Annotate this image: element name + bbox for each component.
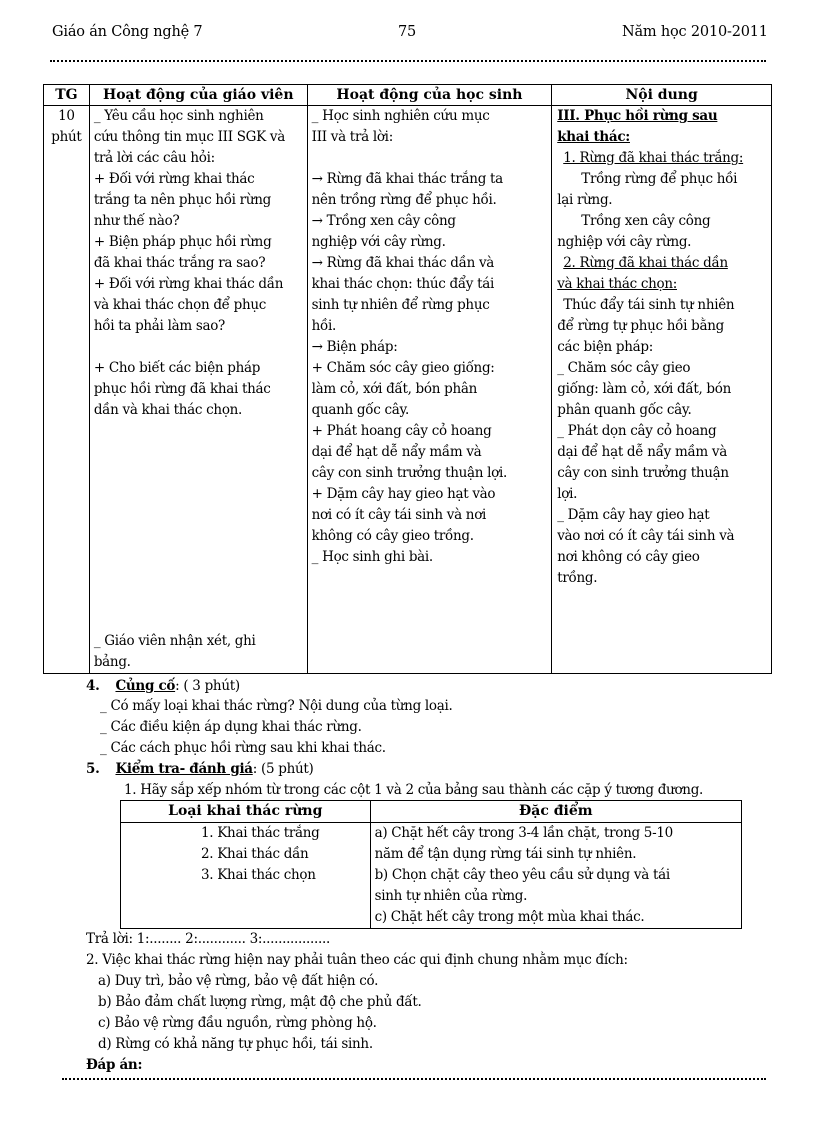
section-title: Củng cố xyxy=(115,678,176,694)
col-header-type: Loại khai thác rừng xyxy=(121,801,371,823)
teacher-line: dần và khai thác chọn. xyxy=(93,402,243,418)
teacher-line xyxy=(94,547,303,568)
content-line: cây con sinh trưởng thuận xyxy=(557,465,729,481)
time-cell xyxy=(44,106,90,674)
consolidation-item: _ Các cách phục hồi rừng sau khi khai thác. xyxy=(100,740,386,756)
student-line: → Biện pháp: xyxy=(311,339,398,355)
q2-option: c) Bảo vệ rừng đầu nguồn, rừng phòng hộ. xyxy=(98,1015,377,1031)
consolidation-item: _ Có mấy loại khai thác rừng? Nội dung của từng loại. xyxy=(100,698,453,714)
content-sub1-text: 1. Rừng đã khai thác trắng: xyxy=(563,150,744,166)
teacher-line xyxy=(94,526,303,547)
teacher-line: như thế nào? xyxy=(93,213,180,229)
section-consolidation-title xyxy=(86,676,240,697)
student-line: dại để hạt dễ nẩy mầm và xyxy=(311,444,482,460)
content-sub2-text2: và khai thác chọn: xyxy=(557,276,677,292)
features-cell xyxy=(370,823,741,929)
col-header-student: Hoạt động của học sinh xyxy=(307,85,552,106)
section-number: 5. xyxy=(86,761,100,777)
teacher-line: trả lời các câu hỏi: xyxy=(93,150,215,166)
teacher-line: đã khai thác trắng ra sao? xyxy=(93,255,266,271)
content-line: để rừng tự phục hồi bằng xyxy=(557,318,724,334)
col-header-content: Nội dung xyxy=(552,85,772,106)
content-line: vào nơi có ít cây tái sinh và xyxy=(557,528,735,544)
content-line: dại để hạt dễ nẩy mầm và xyxy=(557,444,727,460)
lesson-table-row xyxy=(44,106,772,674)
types-cell xyxy=(121,823,371,929)
header-right: Năm học 2010-2011 xyxy=(622,24,768,40)
student-line: _ Học sinh nghiên cứu mục xyxy=(311,108,490,124)
q2-option: b) Bảo đảm chất lượng rừng, mật độ che phủ đất. xyxy=(98,994,422,1010)
answer-label: Đáp án: xyxy=(86,1057,143,1073)
content-title-line1: III. Phục hồi rừng sau xyxy=(557,108,718,124)
teacher-line: + Cho biết các biện pháp xyxy=(93,360,261,376)
content-line: Trồng rừng để phục hồi xyxy=(581,171,738,187)
content-sub2-text: 2. Rừng đã khai thác dần xyxy=(563,255,728,271)
teacher-line: _ Yêu cầu học sinh nghiên xyxy=(93,108,264,124)
teacher-line: + Đối với rừng khai thác dần xyxy=(93,276,284,292)
content-title-line2: khai thác: xyxy=(557,129,630,145)
student-line: không có cây gieo trồng. xyxy=(311,528,474,544)
student-line: → Rừng đã khai thác trắng ta xyxy=(311,171,503,187)
footer-divider xyxy=(62,1078,766,1080)
student-line: nơi có ít cây tái sinh và nơi xyxy=(311,507,487,523)
student-line: hồi. xyxy=(311,318,337,334)
type-item: 2. Khai thác dần xyxy=(201,846,309,862)
consolidation-item: _ Các điều kiện áp dụng khai thác rừng. xyxy=(100,719,362,735)
student-line: khai thác chọn: thúc đẩy tái xyxy=(311,276,495,292)
content-title-line2-wrap xyxy=(557,127,767,148)
page-number: 75 xyxy=(398,24,417,40)
feature-line: b) Chọn chặt cây theo yêu cầu sử dụng và tái xyxy=(374,867,670,883)
section-duration: : (5 phút) xyxy=(252,761,314,777)
question-1: 1. Hãy sắp xếp nhóm từ trong các cột 1 và 2 của bảng sau thành các cặp ý tương đương. xyxy=(124,782,704,798)
feature-line: năm để tận dụng rừng tái sinh tự nhiên. xyxy=(374,846,637,862)
lesson-table xyxy=(43,84,772,674)
student-line: III và trả lời: xyxy=(311,129,393,145)
teacher-line: trắng ta nên phục hồi rừng xyxy=(93,192,271,208)
section-number: 4. xyxy=(86,678,100,694)
type-item: 3. Khai thác chọn xyxy=(201,867,316,883)
section-assessment-title xyxy=(86,759,313,780)
teacher-line xyxy=(94,421,303,442)
student-line: → Rừng đã khai thác dần và xyxy=(311,255,495,271)
student-line: nên trồng rừng để phục hồi. xyxy=(311,192,497,208)
content-line: _ Chăm sóc cây gieo xyxy=(557,360,691,376)
student-line: → Trồng xen cây công xyxy=(311,213,456,229)
student-activity-cell xyxy=(307,106,552,674)
student-line: quanh gốc cây. xyxy=(311,402,410,418)
teacher-line: cứu thông tin mục III SGK và xyxy=(93,129,286,145)
lesson-table-header xyxy=(44,85,772,106)
student-line: làm cỏ, xới đất, bón phân xyxy=(311,381,477,397)
content-line: các biện pháp: xyxy=(557,339,654,355)
col-header-feature: Đặc điểm xyxy=(370,801,741,823)
teacher-activity-cell xyxy=(89,106,307,674)
student-line: + Chăm sóc cây gieo giống: xyxy=(311,360,495,376)
teacher-line xyxy=(94,610,303,631)
teacher-line: + Đối với rừng khai thác xyxy=(93,171,255,187)
type-item: 1. Khai thác trắng xyxy=(201,825,320,841)
student-line: + Phát hoang cây cỏ hoang xyxy=(311,423,492,439)
content-line: lợi. xyxy=(557,486,578,502)
feature-line: c) Chặt hết cây trong một mùa khai thác. xyxy=(374,909,645,925)
content-line: phân quanh gốc cây. xyxy=(557,402,692,418)
content-title xyxy=(557,106,767,127)
student-line: sinh tự nhiên để rừng phục xyxy=(311,297,490,313)
teacher-line xyxy=(94,442,303,463)
teacher-line: và khai thác chọn để phục xyxy=(93,297,267,313)
content-line: trồng. xyxy=(557,570,598,586)
teacher-line xyxy=(94,463,303,484)
content-line: _ Phát dọn cây cỏ hoang xyxy=(557,423,717,439)
content-line: _ Dặm cây hay gieo hạt xyxy=(557,507,710,523)
matching-table-row xyxy=(121,823,742,929)
col-header-time: TG xyxy=(44,85,90,106)
q2-option: a) Duy trì, bảo vệ rừng, bảo vệ đất hiện có. xyxy=(98,973,379,989)
feature-line: sinh tự nhiên của rừng. xyxy=(374,888,528,904)
content-sub2 xyxy=(557,253,767,274)
q2-option: d) Rừng có khả năng tự phục hồi, tái sinh. xyxy=(98,1036,373,1052)
teacher-line: bảng. xyxy=(93,654,131,670)
teacher-line xyxy=(94,568,303,589)
teacher-line xyxy=(94,505,303,526)
student-line: nghiệp với cây rừng. xyxy=(311,234,446,250)
content-line: lại rừng. xyxy=(557,192,613,208)
time-value: 10 xyxy=(58,108,75,124)
teacher-line: phục hồi rừng đã khai thác xyxy=(93,381,271,397)
student-line xyxy=(312,148,548,169)
content-line: nơi không có cây gieo xyxy=(557,549,700,565)
time-unit: phút xyxy=(51,129,82,145)
teacher-line: _ Giáo viên nhận xét, ghi xyxy=(93,633,256,649)
matching-table-header xyxy=(121,801,742,823)
content-sub1 xyxy=(557,148,767,169)
teacher-line xyxy=(94,337,303,358)
content-cell xyxy=(552,106,772,674)
teacher-line xyxy=(94,484,303,505)
content-line: nghiệp với cây rừng. xyxy=(557,234,692,250)
header-divider xyxy=(50,60,766,62)
content-line: Thúc đẩy tái sinh tự nhiên xyxy=(563,297,735,313)
teacher-line: + Biện pháp phục hồi rừng xyxy=(93,234,272,250)
content-line: giống: làm cỏ, xới đất, bón xyxy=(557,381,731,397)
student-line: + Dặm cây hay gieo hạt vào xyxy=(311,486,496,502)
teacher-line: hồi ta phải làm sao? xyxy=(93,318,225,334)
header-left: Giáo án Công nghệ 7 xyxy=(52,24,203,40)
answer-line: Trả lời: 1:........ 2:............ 3:................. xyxy=(86,931,330,947)
student-line: cây con sinh trưởng thuận lợi. xyxy=(311,465,508,481)
student-line: _ Học sinh ghi bài. xyxy=(311,549,433,565)
matching-table xyxy=(120,800,742,929)
col-header-teacher: Hoạt động của giáo viên xyxy=(89,85,307,106)
feature-line: a) Chặt hết cây trong 3-4 lần chặt, trong 5-10 xyxy=(374,825,673,841)
section-title: Kiểm tra- đánh giá xyxy=(115,761,253,777)
section-duration: : ( 3 phút) xyxy=(175,678,240,694)
teacher-line xyxy=(94,589,303,610)
content-sub2-cont xyxy=(557,274,767,295)
question-2: 2. Việc khai thác rừng hiện nay phải tuân theo các qui định chung nhằm mục đích: xyxy=(86,952,628,968)
content-line: Trồng xen cây công xyxy=(581,213,711,229)
